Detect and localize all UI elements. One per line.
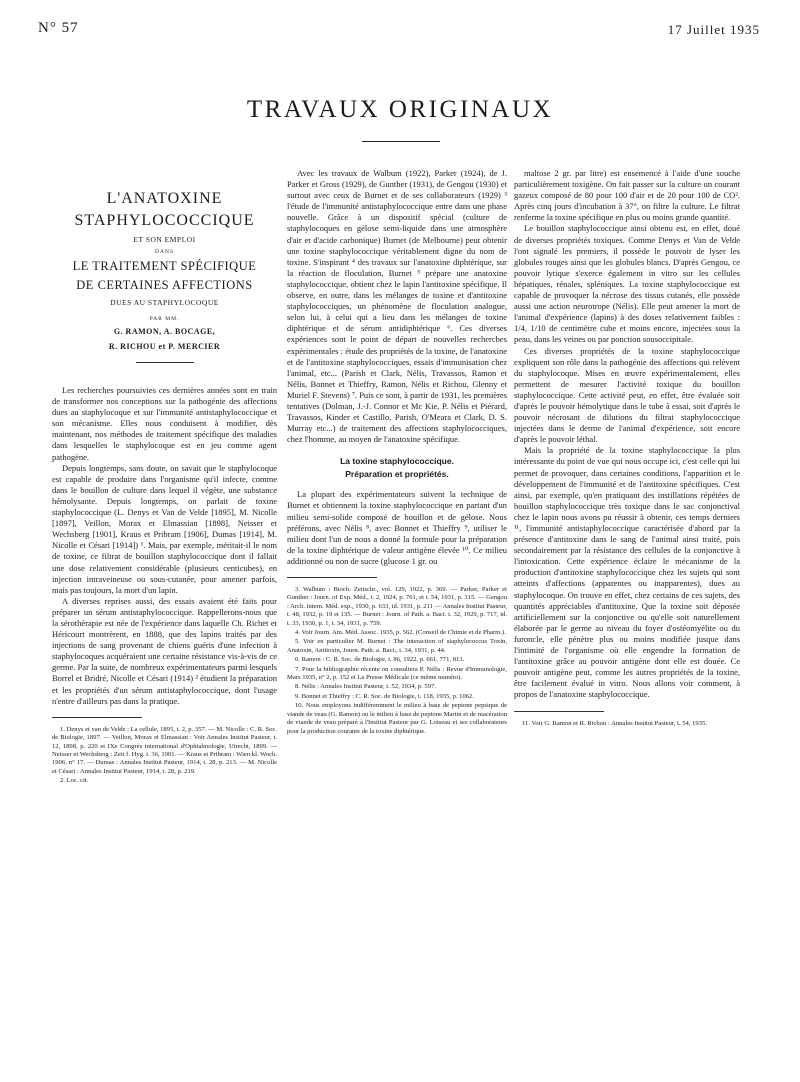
column-3 xyxy=(514,168,740,729)
footnote: 8. Nélis : Annales Institut Pasteur, t. 52, 1934, p. 597. xyxy=(295,683,436,691)
paragraph: A diverses reprises aussi, des essais avaient été faits pour préparer un sérum antistaphylococcique. Rappellerons-nous que la sérothérapie est née de l'expérience dans laquelle Ch. Richet et Héricourt montrèrent, en 1888, que des lapins traités par des injections de sang provenant de chiens guéris d'une infection à staphylocoques acquéraient une certaine résistance vis-à-vis de ce germe. Par la suite, de nombreux expérimentateurs parmi lesquels Borrel et Bridré, Nicolle et Césari (1914) ² étudient la préparation et les propriétés d'un sérum antistaphylococcique, dont l'usage n'entre d'ailleurs pas dans la pratique. xyxy=(52,595,277,706)
issue-date: 17 Juillet 1935 xyxy=(667,22,760,37)
paragraph: Depuis longtemps, sans doute, on savait que le staphylocoque est capable de produire dans l'organisme qu'il infecte, comme dans le bouillon de culture dans lequel il végète, une substance hémolysante. Depuis longtemps, on parlait de toxine staphylococcique (L. Denys et Van de Velde [1895], M. Nicolle [1897], Veillon, Morax et Elmassian [1898], Neisser et Wechsberg [1901], Kraus et Pribram [1906], Dumas [1914], M. Nicolle et Césari [1914]) ¹. Mais, par exemple, méritait-il le nom de toxine, ce filtrat de bouillon staphylococcique dont il fallait une dose relativement considérable (plusieurs centicubes), en injection intraveineuse ou sous-cutanée, pour amener parfois, mais pas toujours, la mort d'un lapin. xyxy=(52,462,277,595)
issue-number: N° 57 xyxy=(38,20,79,36)
paragraph: Les recherches poursuivies ces dernières années sont en train de transformer nos conceptions sur la pathogénie des affections dues au staphylocoque et sur l'immunité antistaphylococcique et son mécanisme. Elles nous conduisent à modifier, dès maintenant, nos méthodes de traitement spécifique des maladies dans lesquelles le staphylocoque est en jeu comme agent pathogène. xyxy=(52,385,277,462)
footnote: 2. Loc. cit. xyxy=(60,777,89,785)
footnote: 11. Voir G. Ramon et R. Richou : Annales Institut Pasteur, t. 54, 1935. xyxy=(522,719,707,727)
article-title-line6: DE CERTAINES AFFECTIONS xyxy=(76,278,253,292)
authors-line1: G. RAMON, A. BOCAGE, xyxy=(113,327,216,336)
article-par: PAR MM. xyxy=(149,316,180,322)
article-title-line2: STAPHYLOCOCCIQUE xyxy=(74,212,255,229)
paragraph: Le bouillon staphylococcique ainsi obtenu est, en effet, doué de diverses propriétés toxiques. Comme Denys et Van de Velde l'ont signalé les premiers, il possède le pouvoir de lyser les globules rouges ainsi que les globules blancs. D'après Gengou, ce pouvoir lytique s'exerce également in vitro sur les cellules hépatiques, rénales, spléniques. La toxine staphylococcique est capable de provoquer la nécrose des tissus cutanés, elle possède aussi une action neurotrope (Nélis). Elle peut amener la mort de l'animal d'expérience (lapins) à des doses relativement faibles : 1/4, 1/10 de centimètre cube et moins encore, injectées sous la peau, dans les veines ou par ponction sousoccipitale. xyxy=(514,223,740,345)
footnote: 3. Walbum : Bioch. Zeitschr., vol. 129, 1922, p. 369. — Parker, Parker et Gunther : Journ. of Exp. Méd., t. 2, 1924, p. 761, et t. 54, 1931, p. 315. — Gengou : Arch. intern. Méd. exp., 1930, p. 633, id. 1931, p. 211 — Annales Institut Pasteur, t. 48, 1932, p. 19 et 135. — Burnet : Journ. of Path. a. Bact. t. 32, 1929, p. 717, id. t. 33, 1930, p. 1, t. 34, 1931, p. 759. xyxy=(287,586,507,627)
section-title: TRAVAUX ORIGINAUX xyxy=(246,96,554,123)
subsection-title-line1: La toxine staphylococcique. xyxy=(340,456,454,467)
paragraph: Ces diverses propriétés de la toxine staphylococcique expliquent son rôle dans la pathogénie des affections qui relèvent du staphylocoque. Mises en œuvre expérimentalement, elles permettent de mesurer l'activité toxique du bouillon staphylococcique. Cette activité peut, en effet, être évaluée soit d'après le pouvoir hémolytique dans le tube à essai, soit d'après le pouvoir nécrosant de dilutions du filtrat staphylococcique injectées dans le derme de l'animal d'expérience, soit encore d'après le pouvoir léthal. xyxy=(514,345,740,445)
column-2 xyxy=(287,168,507,737)
article-title-line5: LE TRAITEMENT SPÉCIFIQUE xyxy=(72,259,257,273)
authors-line2: R. RICHOU et P. MERCIER xyxy=(108,342,221,351)
footnote-rule xyxy=(52,717,142,718)
heading-rule xyxy=(136,362,194,363)
article-heading xyxy=(52,168,277,363)
footnote: 5. Voir en particulier M. Burnet : The interaction of staphylococcus Toxin, Anatoxin, Antitoxin, Journ. Path. a. Bact., t. 34, 1931, p. 44. xyxy=(287,638,507,654)
footnote: 9. Bonnet et Thieffry : C. R. Soc. de Biologie, t. 118, 1935, p. 1062. xyxy=(295,692,474,700)
footnote-rule xyxy=(287,577,377,578)
footnote-rule xyxy=(514,711,604,712)
title-rule xyxy=(362,141,440,142)
paragraph: Avec les travaux de Walbum (1922), Parker (1924), de J. Parker et Gross (1929), de Gunther (1931), de Gengou (1930) et surtout avec ceux de Burnet et de ses collaborateurs (1929) ³ l'étude de l'immunité antistaphylococcique entre dans une phase nouvelle. Grâce à un dispositif spécial (culture de staphylocoques en gélose semi-liquide dans une atmosphère d'air et d'acide carbonique) Burnet (de Melbourne) peut obtenir une toxine staphylococcique véritablement digne du nom de toxine. S'inspirant ⁴ des travaux sur l'anatoxine diphtérique, sur la réaction de floculation, Burnet ⁵ prépare une anatoxine staphylococcique, obtient chez le lapin l'antitoxine spécifique. Il observe, en outre, dans les mélanges de toxine et d'antitoxine staphylococciques, un phénomène de floculation analogue, selon lui, à celui qui a lieu dans les mélanges de toxine diphtérique et de sérum antidiphtérique ⁶. Ces diverses expériences sont le point de départ de nouvelles recherches expérimentales : étude des propriétés de la toxine, de l'anatoxine et de l'antitoxine staphylococciques, essais d'immunisation chez l'animal, etc... (Parish et Clark, Nélis, Travassos, Ramon et Nélis, Bonnet et Thieffry, Ramon, Nélis et Richou, Glenny et Muriel F. Stevens) ⁷. Puis ce sont, à partir de 1931, les premières tentatives (Dolman, J.-J. Connor et Mc Kie, P. Nélis et Piérard, Travassos, Kinder et Castillo, Parish, O'Meara et Clark, D. S. Murray etc...) de traitement des affections staphylococciques, chez l'homme, au moyen de l'anatoxine spécifique. xyxy=(287,168,507,445)
footnote: 7. Pour la bibliographie récente on consultera P. Nélis : Revue d'Immunologie, Mars 1935, n° 2, p. 152 et La Presse Médicale (ce même numéro). xyxy=(287,665,507,682)
article-title-line4: DANS xyxy=(155,249,174,255)
footnote: 1. Denys et van de Velde : La cellule, 1895, t. 2, p. 357. — M. Nicolle : C. R. Soc. de Biologie, 1897. — Veillon, Morax et Elmassian : Voir Annales Institut Pasteur, t. 12, 1898, p. 220 et IXe Congrès international d'Ophtalmologie, Utrecht, 1899. — Neisser et Wechsberg : Zeit f. Hyg. t. 36, 1901. — Kraus et Pribram : Wien kl. Woch. 1906, n° 17. — Dumas : Annales Institut Pasteur, 1914, t. 28, p. 213. — M. Nicolle et Césari : Annales Institut Pasteur, 1914, t. 28, p. 219. xyxy=(52,725,277,775)
article-title-line3: ET SON EMPLOI xyxy=(133,235,196,244)
paragraph: maltose 2 gr. par litre) est ensemencé à l'aide d'une souche particulièrement toxigène. On fait passer sur la culture un courant gazeux composé de 80 pour 100 d'air et de 20 pour 100 de CO². Après cinq jours d'incubation à 37°, on filtre la culture. Le filtrat renferme la toxine spécifique en plus ou moins grande quantité. xyxy=(514,168,740,223)
column-1 xyxy=(52,168,277,787)
article-title-line1: L'ANATOXINE xyxy=(106,190,223,207)
paragraph: La plupart des expérimentateurs suivent la technique de Burnet et obtiennent la toxine staphylococcique en partant d'un milieu semi-solide composé de bouillon et de gélose. Nous préférons, avec Nélis ⁸, avec Bonnet et Thieffry ⁹, utiliser le milieu dont l'un de nous a donné la formule pour la préparation de la toxine diphtérique de valeur antigène élevée ¹⁰. Ce milieu additionné ou non de sucre (glucose 1 gr. ou xyxy=(287,489,507,566)
article-title-line7: DUES AU STAPHYLOCOQUE xyxy=(110,298,219,307)
paragraph: Mais la propriété de la toxine staphylococcique la plus intéressante du point de vue qui nous occupe ici, c'est celle qui lui permet de provoquer, dans certaines conditions, l'apparition et le développement de l'immunité et de l'antitoxine spécifiques. C'est ainsi, par exemple, qu'en pratiquant des instillations répétées de bouillon staphylococcique très toxique dans le sac conjonctival chez le lapin nous avons pu réussir à obtenir, ces temps derniers ¹¹, l'immunité antistaphylococcique caractérisée d'abord par la présence d'antitoxine dans le sang de l'animal ainsi traité, puis secondairement par la résistance des cellules de la conjonctive à l'intoxication. Cette expérience éclaire le mécanisme de la production d'antitoxine staphylococcique chez les sujets qui sont atteints d'affections (apparentes ou inapparentes), dues au staphylocoque. On trouve en effet, chez certains de ces sujets, des quantités appréciables d'antitoxine. Que la toxine soit déposée artificiellement sur la conjonctive ou qu'elle soit naturellement élaborée par le germe au niveau du foyer d'ostéomyélite ou du furoncle, elle pénètre plus ou moins modifiée jusque dans l'intimité de l'organisme où elle engendre la formation de l'antitoxine grâce au pouvoir antigène dont elle est douée. Ce pouvoir antigène peut, comme les autres propriétés de la toxine, être facilement évalué in vitro. Nous allons voir comment, à propos de l'anatoxine staphylococcique. xyxy=(514,445,740,700)
footnote: 6. Ramon : C. R. Soc. de Biologie, t. 86, 1922, p. 661, 771, 813. xyxy=(295,656,465,664)
footnote: 4. Voir Journ. Am. Méd. Assoc. 1935, p. 562. (Conseil de Chimie et de Pharm.). xyxy=(295,629,506,637)
subsection-title-line2: Préparation et propriétés. xyxy=(345,469,449,480)
subsection-title xyxy=(287,455,507,481)
footnote: 10. Nous employons indifféremment le milieu à base de peptone pepsique de viande de veau (G. Ramon) ou le milieu à base de peptone Martin et de macération de viande de veau préparé à l'Institut Pasteur par G. Loiseau et ses collaborateurs pour la production courante de la toxine diphtérique. xyxy=(287,702,507,735)
